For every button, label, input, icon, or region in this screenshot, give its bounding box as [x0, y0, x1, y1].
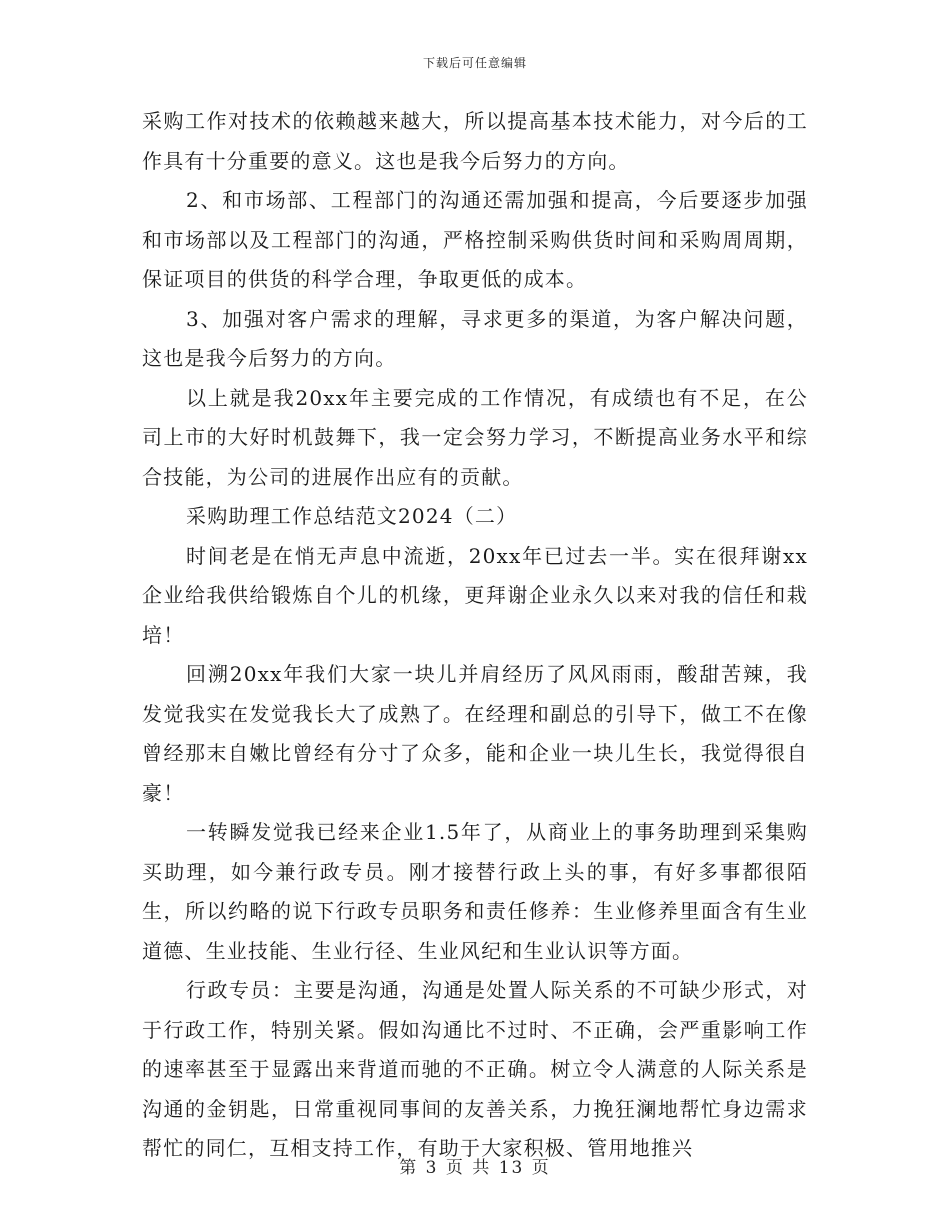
paragraph-2: 2、和市场部、工程部门的沟通还需加强和提高，今后要逐步加强和市场部以及工程部门的沟通，严格控制采购供货时间和采购周周期，保证项目的供货的科学合理，争取更低的成本。	[142, 188, 808, 291]
paragraph-8: 一转瞬发觉我已经来企业1.5年了，从商业上的事务助理到采集购买助理，如今兼行政专员。刚才接替行政上头的事，有好多事都很陌生，所以约略的说下行政专员职务和责任修养：生业修养里面含有生业道德、生业技能、生业行径、生业风纪和生业认识等方面。	[142, 820, 808, 963]
footer-total-pages: 13	[498, 1158, 525, 1178]
footer-current-page: 3	[425, 1158, 439, 1178]
paragraph-6: 时间老是在悄无声息中流逝，20xx年已过去一半。实在很拜谢xx企业给我供给锻炼自个儿的机缘，更拜谢企业永久以来对我的信任和栽培！	[142, 543, 808, 647]
paragraph-7: 回溯20xx年我们大家一块儿并肩经历了风风雨雨，酸甜苦辣，我发觉我实在发觉我长大了成熟了。在经理和副总的引导下，做工不在像曾经那末自嫩比曾经有分寸了众多，能和企业一块儿生长，我觉得很自豪！	[142, 662, 808, 805]
paragraph-1: 采购工作对技术的依赖越来越大，所以提高基本技术能力，对今后的工作具有十分重要的意义。这也是我今后努力的方向。	[142, 109, 808, 173]
page-footer	[0, 1153, 950, 1178]
footer-prefix: 第	[399, 1158, 419, 1178]
paragraph-9: 行政专员：主要是沟通，沟通是处置人际关系的不可缺少形式，对于行政工作，特别关紧。假如沟通比不过时、不正确，会严重影响工作的速率甚至于显露出来背道而驰的不正确。树立令人满意的人际关系是沟通的金钥匙，日常重视同事间的友善关系，力挽狂澜地帮忙身边需求帮忙的同仁，互相支持工作，有助于大家积极、管用地推兴	[142, 978, 808, 1160]
section-heading: 采购助理工作总结范文2024（二）	[186, 504, 518, 528]
paragraph-4: 以上就是我20xx年主要完成的工作情况，有成绩也有不足，在公司上市的大好时机鼓舞下，我一定会努力学习，不断提高业务水平和综合技能，为公司的进展作出应有的贡献。	[142, 385, 808, 489]
document-body	[142, 102, 808, 1169]
footer-suffix: 页	[531, 1158, 551, 1178]
footer-middle: 页 共	[445, 1158, 492, 1178]
page-header: 下载后可任意编辑	[422, 56, 527, 70]
paragraph-3: 3、加强对客户需求的理解，寻求更多的渠道，为客户解决问题，这也是我今后努力的方向。	[142, 306, 808, 370]
